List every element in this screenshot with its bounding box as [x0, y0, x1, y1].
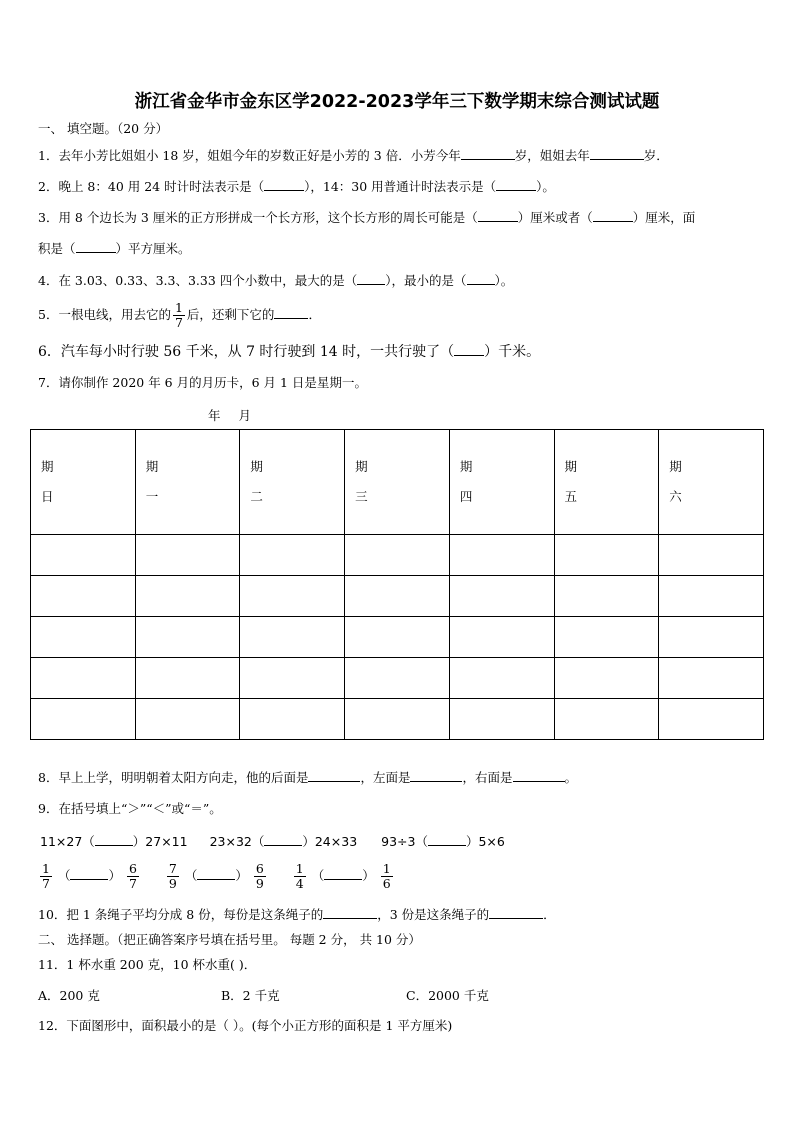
- calendar-cell[interactable]: [31, 576, 136, 617]
- calendar-cell[interactable]: [449, 617, 554, 658]
- q3-text-b: ）厘米或者（: [517, 210, 593, 225]
- calendar-cell[interactable]: [659, 535, 764, 576]
- fraction-one-seventh: [173, 301, 185, 330]
- q6-text-a: 6．汽车每小时行驶 56 千米，从 7 时行驶到 14 时，一共行驶了（: [38, 344, 455, 360]
- q8-text-c: ，右面是: [462, 770, 513, 785]
- calendar-cell[interactable]: [449, 576, 554, 617]
- answer-blank[interactable]: [274, 305, 308, 319]
- q6-text-b: ）千米。: [484, 344, 541, 360]
- weekday-header-sun: 期 日: [31, 430, 136, 535]
- q4-text-b: ），最小的是（: [385, 273, 467, 288]
- calendar-week-row: [31, 535, 764, 576]
- q4-text-c: ）。: [494, 273, 514, 288]
- q8-text-d: 。: [564, 770, 578, 785]
- answer-blank[interactable]: [95, 832, 133, 846]
- calendar-cell[interactable]: [659, 576, 764, 617]
- question-7: 7．请你制作 2020 年 6 月的月历卡，6 月 1 日是星期一。: [38, 375, 367, 390]
- answer-blank[interactable]: [76, 239, 116, 253]
- question-9-row-1: [40, 832, 505, 850]
- q1-text-c: 岁．: [643, 148, 669, 163]
- calendar-cell[interactable]: [135, 576, 240, 617]
- calendar-cell[interactable]: [554, 535, 659, 576]
- question-10: [38, 905, 556, 923]
- q5-text-c: ．: [308, 307, 321, 322]
- calendar-cell[interactable]: [240, 658, 345, 699]
- calendar-cell[interactable]: [135, 535, 240, 576]
- q3-text-a: 3．用 8 个边长为 3 厘米的正方形拼成一个长方形，这个长方形的周长可能是（: [38, 210, 478, 225]
- calendar-week-row: [31, 617, 764, 658]
- answer-blank[interactable]: [324, 866, 362, 880]
- answer-blank[interactable]: [70, 866, 108, 880]
- calendar-cell[interactable]: [659, 699, 764, 740]
- paren-open: （: [57, 868, 71, 883]
- calendar-cell[interactable]: [449, 658, 554, 699]
- calendar-cell[interactable]: [31, 535, 136, 576]
- calendar-cell[interactable]: [31, 658, 136, 699]
- calendar-cell[interactable]: [31, 699, 136, 740]
- calendar-cell[interactable]: [554, 658, 659, 699]
- weekday-header-thu: 期 四: [449, 430, 554, 535]
- fraction: $\frac{1}{4}$: [295, 861, 304, 891]
- q3-text-c: ）厘米，面: [632, 210, 696, 225]
- answer-blank[interactable]: [478, 208, 518, 222]
- fraction-numerator: 1: [174, 300, 183, 315]
- answer-blank[interactable]: [308, 768, 360, 782]
- calendar-cell[interactable]: [554, 699, 659, 740]
- fraction-denominator: 7: [174, 315, 183, 330]
- calendar-cell[interactable]: [659, 617, 764, 658]
- answer-blank[interactable]: [264, 832, 302, 846]
- calendar-cell[interactable]: [345, 699, 450, 740]
- paren-close: ）: [235, 868, 248, 883]
- answer-blank[interactable]: [593, 208, 633, 222]
- answer-blank[interactable]: [197, 866, 235, 880]
- page-title: 浙江省金华市金东区学2022-2023学年三下数学期末综合测试试题: [134, 92, 660, 112]
- compare-right: ）24×33: [302, 834, 358, 849]
- fraction: $\frac{7}{9}$: [168, 861, 177, 891]
- compare-left: 23×32（: [209, 834, 265, 849]
- answer-blank[interactable]: [590, 146, 644, 160]
- calendar-cell[interactable]: [345, 617, 450, 658]
- weekday-header-wed: 期 三: [345, 430, 450, 535]
- question-4: [38, 271, 513, 289]
- compare-left: 11×27（: [40, 834, 95, 849]
- calendar-cell[interactable]: [659, 658, 764, 699]
- q2-text-a: 2．晚上 8：40 用 24 时计时法表示是（: [38, 179, 265, 194]
- calendar-cell[interactable]: [240, 617, 345, 658]
- question-5: [38, 300, 321, 330]
- question-2: [38, 177, 555, 195]
- fraction: $\frac{1}{7}$: [42, 861, 50, 891]
- paren-open: （: [311, 868, 325, 883]
- weekday-header-tue: 期 二: [240, 430, 345, 535]
- answer-blank[interactable]: [264, 177, 304, 191]
- question-12: 12．下面图形中，面积最小的是（ ）。(每个小正方形的面积是 1 平方厘米): [38, 1018, 453, 1033]
- weekday-header-fri: 期 五: [554, 430, 659, 535]
- answer-blank[interactable]: [323, 905, 377, 919]
- calendar-week-row: [31, 576, 764, 617]
- q5-text-a: 5．一根电线，用去它的: [38, 307, 171, 322]
- q10-text-b: ，3 份是这条绳子的: [377, 907, 490, 922]
- paren-open: （: [184, 868, 198, 883]
- q1-text-b: 岁，姐姐去年: [514, 148, 590, 163]
- q8-text-b: ，左面是: [360, 770, 411, 785]
- year-month-label: 年 月: [208, 408, 251, 423]
- question-11: 11．1 杯水重 200 克，10 杯水重( )．: [38, 957, 257, 972]
- question-9: 9．在括号填上“＞”“＜”或“＝”。: [38, 801, 222, 816]
- answer-blank[interactable]: [513, 768, 565, 782]
- calendar-cell[interactable]: [240, 535, 345, 576]
- calendar-week-row: [31, 699, 764, 740]
- q3-text-e: ）平方厘米。: [115, 241, 191, 256]
- calendar-cell[interactable]: [554, 617, 659, 658]
- fraction: $\frac{6}{7}$: [128, 861, 137, 891]
- q5-text-b: 后，还剩下它的: [186, 307, 275, 322]
- compare-right: ）27×11: [132, 834, 188, 849]
- paren-close: ）: [108, 868, 121, 883]
- weekday-header-sat: 期 六: [659, 430, 764, 535]
- calendar-cell[interactable]: [240, 699, 345, 740]
- q2-text-c: ）。: [536, 179, 555, 194]
- question-3-line-1: [38, 208, 695, 226]
- q2-text-b: ），14：30 用普通计时法表示是（: [304, 179, 497, 194]
- option-a[interactable]: A．200 克: [38, 988, 100, 1003]
- calendar-cell[interactable]: [345, 535, 450, 576]
- question-6: [38, 342, 540, 360]
- q1-text-a: 1．去年小芳比姐姐小 18 岁，姐姐今年的岁数正好是小芳的 3 倍．小芳今年: [38, 148, 461, 163]
- paren-close: ）: [362, 868, 375, 883]
- question-8: [38, 768, 577, 786]
- answer-blank[interactable]: [454, 342, 484, 356]
- q3-text-d: 积是（: [38, 241, 76, 256]
- question-1: [38, 146, 669, 164]
- section-2-heading: 二、 选择题。（把正确答案序号填在括号里。 每题 2 分， 共 10 分）: [38, 932, 421, 947]
- answer-blank[interactable]: [496, 177, 536, 191]
- answer-blank[interactable]: [467, 271, 495, 285]
- calendar-cell[interactable]: [135, 658, 240, 699]
- option-c[interactable]: C．2000 千克: [406, 988, 489, 1003]
- calendar-header-row: [31, 430, 764, 535]
- calendar-cell[interactable]: [240, 576, 345, 617]
- calendar-cell[interactable]: [554, 576, 659, 617]
- q10-text-c: ．: [543, 907, 556, 922]
- q4-text-a: 4．在 3.03、0.33、3.3、3.33 四个小数中，最大的是（: [38, 273, 358, 288]
- section-1-heading: 一、 填空题。（20 分）: [38, 121, 169, 136]
- answer-blank[interactable]: [410, 768, 462, 782]
- answer-blank[interactable]: [489, 905, 543, 919]
- option-b[interactable]: B．2 千克: [221, 988, 280, 1003]
- compare-left: 93÷3（: [381, 834, 428, 849]
- calendar-week-row: [31, 658, 764, 699]
- question-3-line-2: [38, 239, 191, 257]
- calendar-table: [30, 429, 764, 740]
- fraction: $\frac{1}{6}$: [382, 861, 391, 891]
- calendar-cell[interactable]: [345, 576, 450, 617]
- question-9-row-2: [38, 856, 395, 896]
- answer-blank[interactable]: [357, 271, 385, 285]
- answer-blank[interactable]: [428, 832, 466, 846]
- calendar-cell[interactable]: [135, 617, 240, 658]
- calendar-cell[interactable]: [449, 535, 554, 576]
- calendar-cell[interactable]: [345, 658, 450, 699]
- fraction: $\frac{6}{9}$: [255, 861, 264, 891]
- q8-text-a: 8．早上上学，明明朝着太阳方向走，他的后面是: [38, 770, 309, 785]
- q10-text-a: 10．把 1 条绳子平均分成 8 份，每份是这条绳子的: [38, 907, 324, 922]
- compare-right: ）5×6: [465, 834, 505, 849]
- calendar-cell[interactable]: [449, 699, 554, 740]
- weekday-header-mon: 期 一: [135, 430, 240, 535]
- calendar-cell[interactable]: [31, 617, 136, 658]
- calendar-cell[interactable]: [135, 699, 240, 740]
- answer-blank[interactable]: [461, 146, 515, 160]
